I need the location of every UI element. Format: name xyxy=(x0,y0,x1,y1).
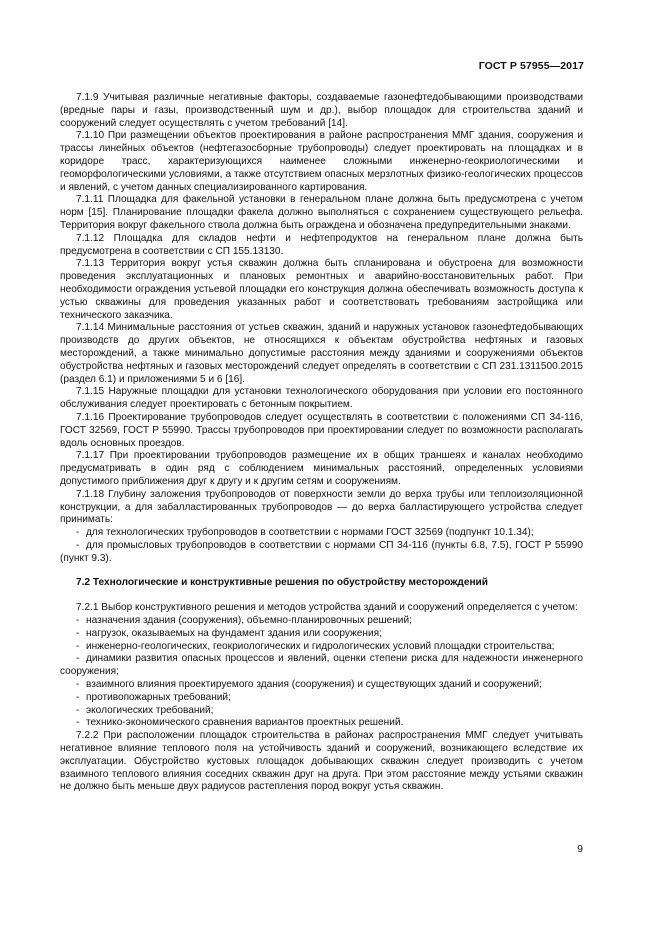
paragraph-7-2-2: 7.2.2 При расположении площадок строительства в районах распространения ММГ следует учитывать негативное влияние теплового поля на устойчивость зданий и сооружений, возникающего вследствие их эксплуатации. Обустройство кустовых площадок добывающих скважин следует производить с учетом взаимного теплового влияния соседних скважин друг на друга. При этом расстояние между устьями скважин не должно быть меньше двух радиусов растепления пород вокруг устья скважин. xyxy=(60,730,583,793)
page-number: 9 xyxy=(577,843,583,855)
paragraph-7-1-14: 7.1.14 Минимальные расстояния от устьев скважин, зданий и наружных установок газонефтедобывающих производств до других объектов, не относящихся к объектам обустройства нефтяных и газовых месторождений, а также минимально допустимые расстояния между зданиями и сооружениями объектов обустройства нефтяных и газовых месторождений следует определять в соответствии с СП 231.1311500.2015 (раздел 6.1) и приложениями 5 и 6 [16]. xyxy=(60,322,583,385)
document-id: ГОСТ Р 57955—2017 xyxy=(478,60,584,72)
document-body xyxy=(60,92,583,794)
paragraph-7-1-15: 7.1.15 Наружные площадки для установки технологического оборудования при условии его постоянного обслуживания следует проектировать с бетонным покрытием. xyxy=(60,386,583,411)
paragraph-7-1-11: 7.1.11 Площадка для факельной установки в генеральном плане должна быть предусмотрена с учетом норм [15]. Планирование площадки факела должно выполняться с сохранением существующего рельефа. Территория вокруг факельного ствола должна быть ограждена и обозначена предупредительными знаками. xyxy=(60,194,583,231)
list-item: - инженерно-геологических, геокриологических и гидрологических условий площадки строительства; xyxy=(76,640,555,652)
paragraph-7-1-16: 7.1.16 Проектирование трубопроводов следует осуществлять в соответствии с положениями СП 34-116, ГОСТ 32569, ГОСТ Р 55990. Трассы трубопроводов при проектировании следует по возможности располагать вдоль основных проездов. xyxy=(60,411,583,449)
list-item: - для промысловых трубопроводов в соответствии с нормами СП 34-116 (пункты 6.8, 7.5), ГОСТ Р 55990 (пункт 9.3). xyxy=(60,539,583,564)
paragraph-7-1-12: 7.1.12 Площадка для складов нефти и нефтепродуктов на генеральном плане должна быть предусмотрена в соответствии с СП 155.13130. xyxy=(60,232,583,257)
paragraph-7-1-9: 7.1.9 Учитывая различные негативные факторы, создаваемые газонефтедобывающими производствами (вредные пары и газы, производственный шум и др.), выбор площадок для строительства зданий и сооружений следует осуществлять с учетом требований [14]. xyxy=(60,92,583,129)
list-item: - противопожарных требований; xyxy=(76,691,231,703)
list-item: - технико-экономического сравнения вариантов проектных решений. xyxy=(76,717,404,729)
list-item: - нагрузок, оказываемых на фундамент здания или сооружения; xyxy=(76,627,382,639)
list-item: - взаимного влияния проектируемого здания (сооружения) и существующих зданий и сооружений; xyxy=(76,679,542,691)
paragraph-7-1-13: 7.1.13 Территория вокруг устья скважин должна быть спланирована и обустроена для возможности проведения эксплуатационных и плановых ремонтных и аварийно-восстановительных работ. При необходимости ограждения устьевой площадки его конструкция должна обеспечивать возможность доступа к устью скважины для проведения указанных работ и соответствовать требованиям застройщика или технического заказчика. xyxy=(60,258,583,321)
paragraph-7-2-1: 7.2.1 Выбор конструктивного решения и методов устройства зданий и сооружений определяется с учетом: xyxy=(76,602,578,614)
list-item: - динамики развития опасных процессов и явлений, оценки степени риска для надежности инженерного сооружения; xyxy=(60,653,583,678)
list-item: - экологических требований; xyxy=(76,704,214,716)
paragraph-7-1-18: 7.1.18 Глубину заложения трубопроводов от поверхности земли до верха трубы или теплоизоляционной конструкции, а для забалластированных трубопроводов — до верха балластирующего устройства следует принимать: xyxy=(60,488,583,526)
paragraph-7-1-17: 7.1.17 При проектировании трубопроводов размещение их в общих траншеях и каналах необходимо предусматривать в один ряд с соблюдением минимальных расстояний, определенных условиями допустимого приближения друг к другу и к другим сетям и сооружениям. xyxy=(60,450,583,487)
section-title: 7.2 Технологические и конструктивные решения по обустройству месторождений xyxy=(76,577,488,589)
list-item: - для технологических трубопроводов в соответствии с нормами ГОСТ 32569 (подпункт 10.1.34); xyxy=(76,527,534,539)
list-item: - назначения здания (сооружения), объемно-планировочных решений; xyxy=(76,615,412,627)
paragraph-7-1-10: 7.1.10 При размещении объектов проектирования в районе распространения ММГ здания, сооружения и трассы линейных объектов (нефтегазосборные трубопроводы) следует проектировать на площадках и в коридоре трасс, характеризующихся наименее сложными инженерно-геокриологическими и геоморфологическими условиями, а также отсутствием опасных мерзлотных физико-геологических процессов и явлений, с учетом данных специализированного картирования. xyxy=(60,130,583,193)
